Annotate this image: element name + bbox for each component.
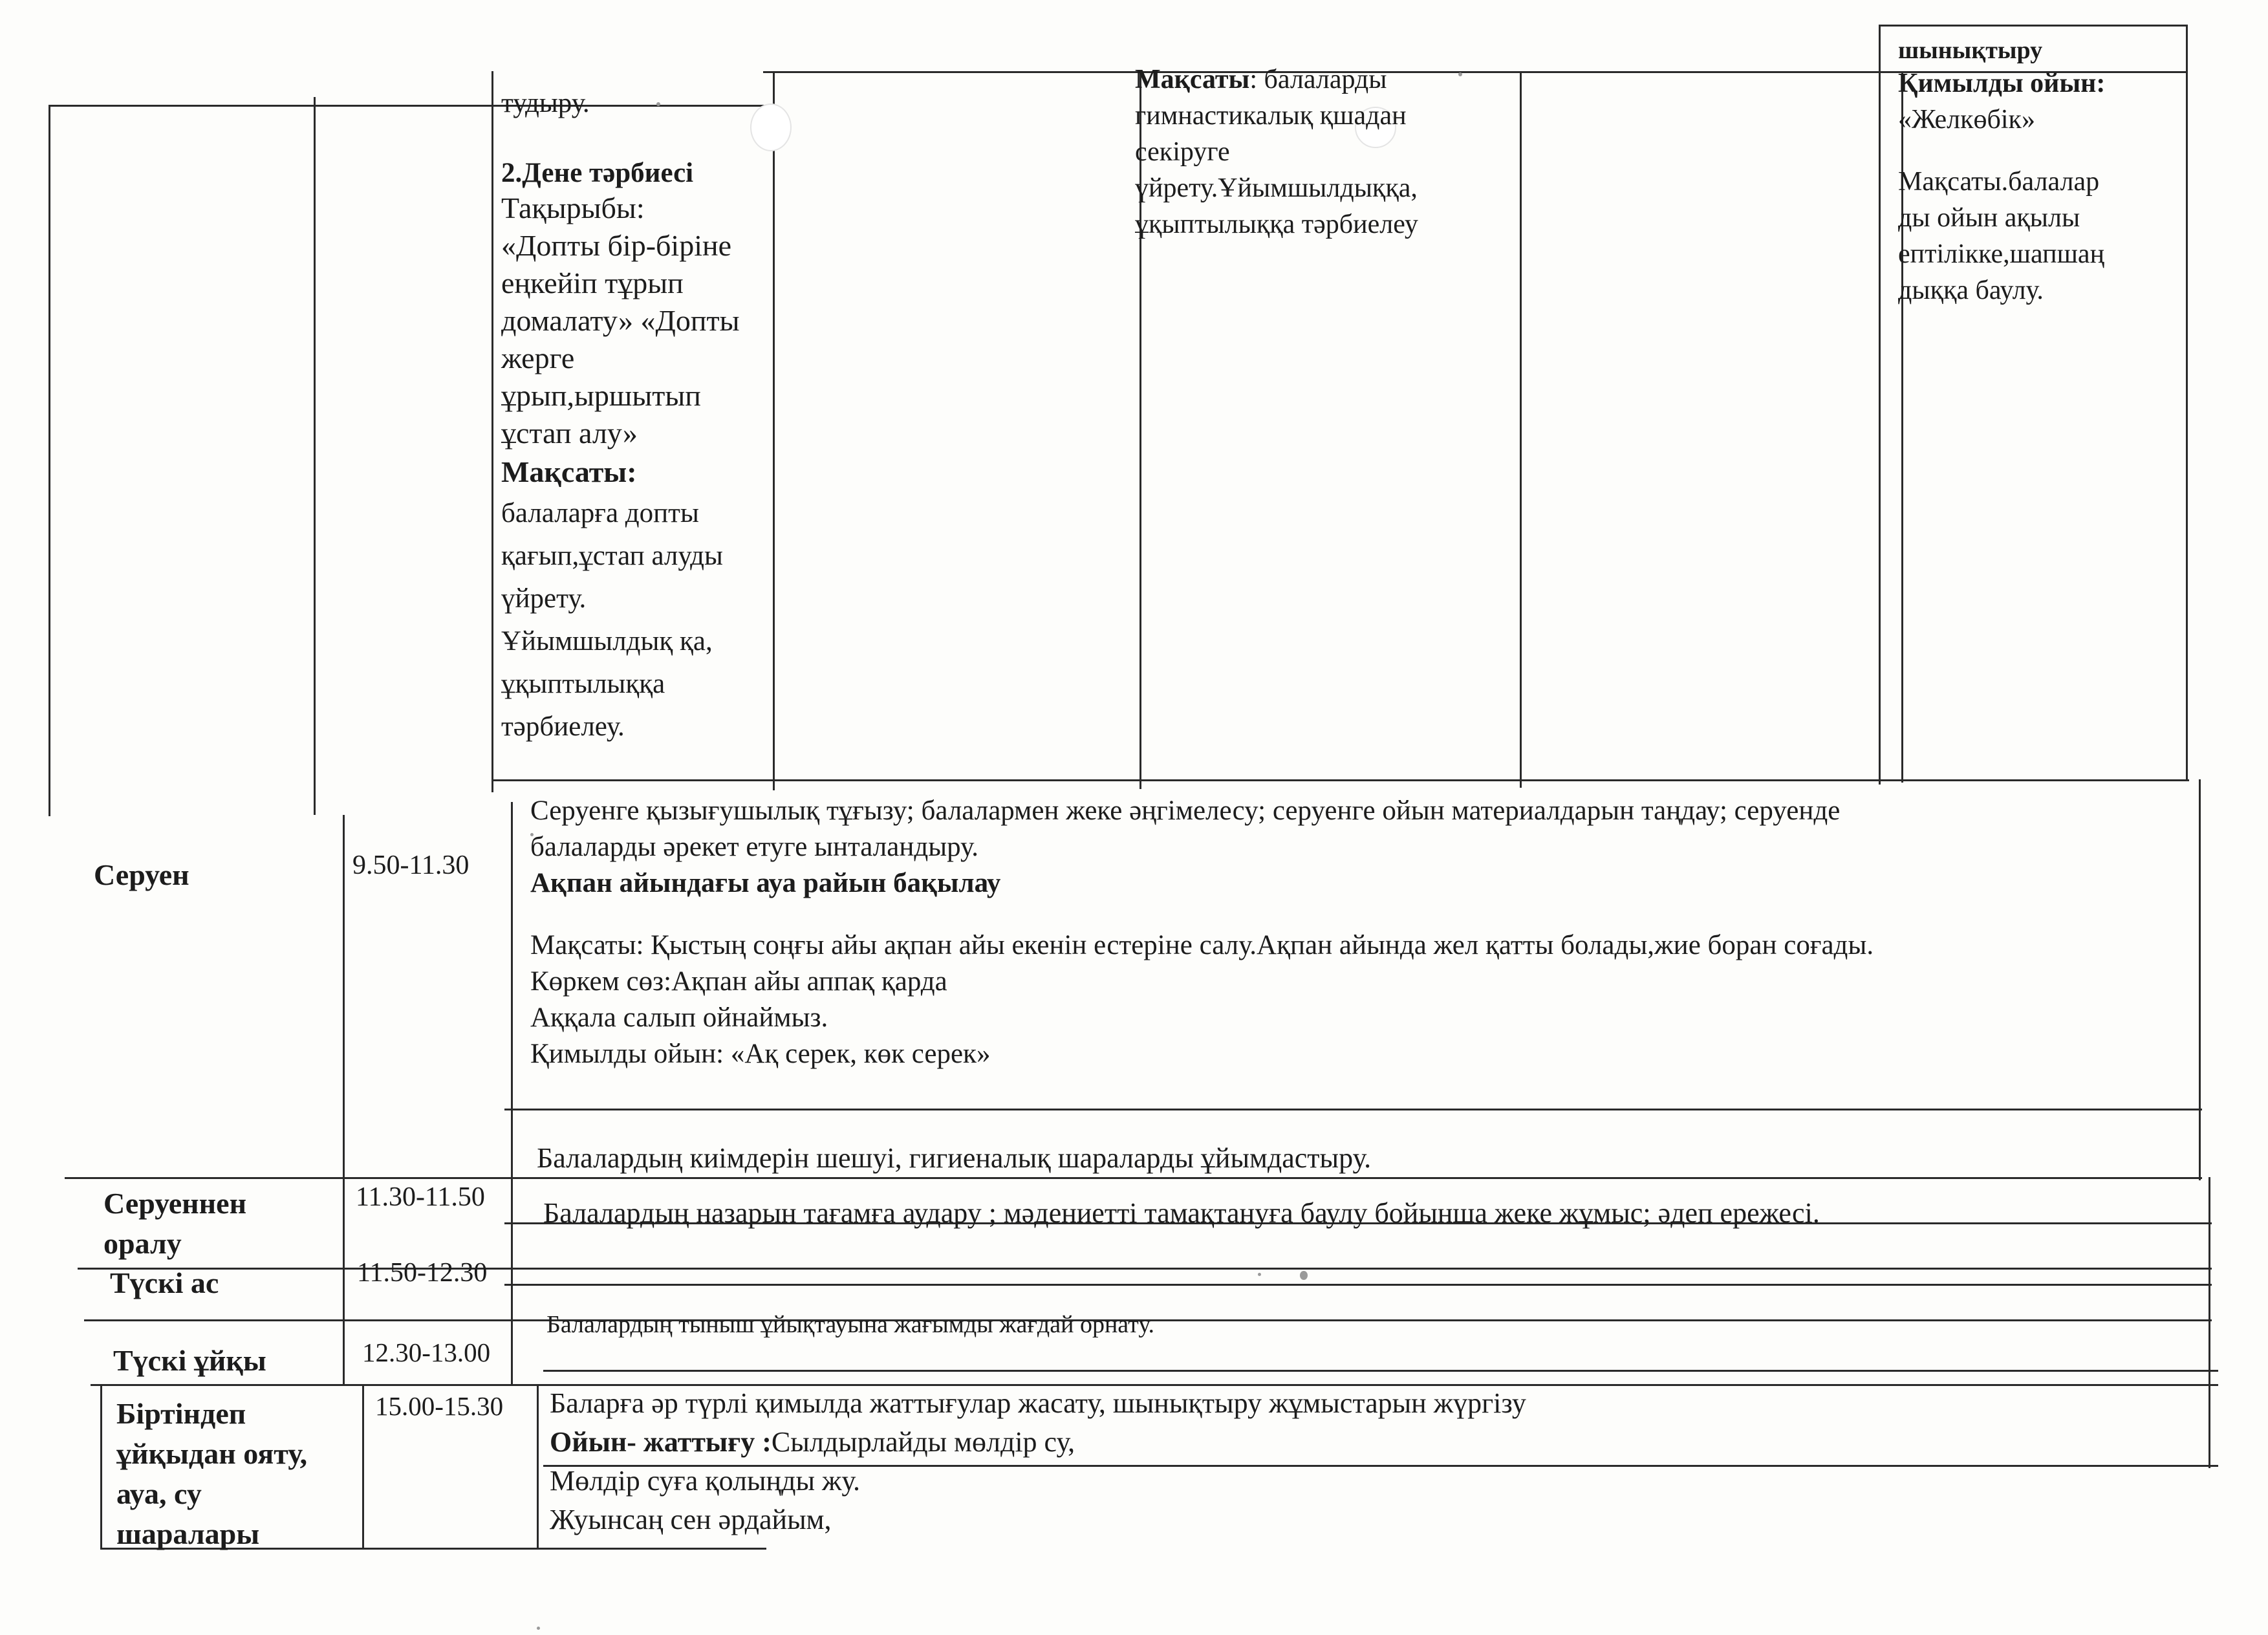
text-line: Көркем сөз:Ақпан айы аппақ қарда xyxy=(530,966,947,997)
text-line: Балалардың тыныш ұйықтауына жағымды жағдай орнату. xyxy=(546,1311,1154,1338)
row-content xyxy=(530,793,1874,1072)
text-line: Ұйымшылдық қа, xyxy=(501,626,713,656)
scan-speck xyxy=(1300,1271,1308,1280)
row-rule xyxy=(504,1109,2202,1110)
text-line: тәрбиелеу. xyxy=(501,711,625,742)
exercise-label: Ойын- жаттығу : xyxy=(550,1426,772,1458)
punch-hole xyxy=(750,103,792,151)
text-line: үйрету.Ұйымшылдыққа, xyxy=(1135,173,1418,203)
exercise-text: Сылдырлайды мөлдір су, xyxy=(771,1426,1075,1458)
label-line: ұйқыдан ояту, xyxy=(116,1437,308,1470)
row-rule xyxy=(491,779,2189,781)
row-rule xyxy=(543,1370,2218,1372)
text-line: Аққала салып ойнаймыз. xyxy=(530,1002,828,1033)
text-line: ұрып,ыршытып xyxy=(501,379,701,412)
section-heading: Ақпан айындағы ауа райын бақылау xyxy=(530,868,1001,898)
lesson-plan-cell xyxy=(501,87,739,748)
col-divider xyxy=(362,1384,364,1549)
row-content xyxy=(543,1195,1820,1231)
text-line: тудыру. xyxy=(501,88,590,118)
text-line: жерге xyxy=(501,341,575,374)
row-label xyxy=(103,1184,246,1264)
col-divider xyxy=(491,71,493,792)
text-line: дыққа баулу. xyxy=(1898,276,2044,305)
text-line: «Желкөбік» xyxy=(1898,105,2035,135)
text-line: ептілікке,шапшаң xyxy=(1898,239,2105,269)
text-line: қағып,ұстап алуды xyxy=(501,541,723,571)
text-line: еңкейіп тұрып xyxy=(501,266,684,299)
row-time: 11.30-11.50 xyxy=(356,1182,485,1212)
table-border-right xyxy=(2186,25,2188,781)
section-heading: 2.Дене тәрбиесі xyxy=(501,158,694,188)
text-line: Серуенге қызығушылық тұғызу; балалармен жеке әңгімелесу; серуенге ойын материалдарын таңдау; серуенде xyxy=(530,796,1841,826)
text-line: «Допты бір-біріне xyxy=(501,229,732,262)
text-line: секіруге xyxy=(1135,137,1230,167)
col-divider xyxy=(1879,25,1881,785)
text-line: Мақсаты: Қыстың соңғы айы ақпан айы екенін естеріне салу.Ақпан айында жел қатты болады,жие боран соғады. xyxy=(530,930,1874,960)
row-time: 12.30-13.00 xyxy=(362,1337,491,1367)
text-line: шынықтыру xyxy=(1898,37,2043,64)
label-line: Серуеннен xyxy=(103,1187,247,1220)
row-label: Серуен xyxy=(94,858,189,891)
col-divider xyxy=(343,815,345,1384)
text-line: ды ойын ақылы xyxy=(1898,203,2080,233)
row-label xyxy=(116,1394,307,1554)
text-line xyxy=(501,120,739,142)
row-label: Түскі ас xyxy=(110,1266,219,1299)
col-divider xyxy=(511,802,513,1384)
label-line: шаралары xyxy=(116,1517,260,1550)
row-time: 15.00-15.30 xyxy=(375,1391,504,1421)
section-heading: Қимылды ойын: xyxy=(1898,69,2106,98)
text-line: домалату» «Допты xyxy=(501,304,740,337)
col-divider xyxy=(537,1384,539,1549)
text-line xyxy=(530,902,1874,927)
row-content xyxy=(537,1140,1371,1176)
text-line: ұқыптылыққа тәрбиелеу xyxy=(1135,210,1418,239)
goal-label: Мақсаты xyxy=(1135,65,1250,94)
col-divider xyxy=(49,105,50,816)
text-line: Жуынсаң сен әрдайым, xyxy=(550,1504,832,1535)
scan-speck xyxy=(1458,72,1462,76)
table-border-right xyxy=(2199,779,2201,1180)
game-cell xyxy=(1898,36,2105,309)
scan-speck xyxy=(537,1627,540,1630)
row-time: 9.50-11.30 xyxy=(352,850,470,880)
text-line: Балалардың назарын тағамға аудару ; мәдениетті тамақтануға баулу бойынша жеке жұмыс; әдеп ережесі. xyxy=(543,1197,1820,1229)
row-rule xyxy=(504,1284,2212,1286)
label-line: ауа, су xyxy=(116,1477,202,1510)
col-divider xyxy=(314,97,316,815)
col-divider xyxy=(773,71,775,790)
label-line: оралу xyxy=(103,1227,182,1260)
text-line xyxy=(550,1423,1526,1462)
row-content xyxy=(546,1306,1154,1343)
goal-cell xyxy=(1135,61,1418,243)
text-line: Мақсаты.балалар xyxy=(1898,167,2100,197)
text-line: үйрету. xyxy=(501,583,587,614)
scan-speck xyxy=(1258,1273,1261,1276)
text-line: Тақырыбы: xyxy=(501,191,645,224)
row-time: 11.50-12.30 xyxy=(357,1258,488,1288)
table-border-top xyxy=(1879,25,2188,27)
col-divider xyxy=(100,1384,102,1549)
goal-text: : балаларды xyxy=(1249,65,1387,94)
text-line: Қимылды ойын: «Ақ серек, көк серек» xyxy=(530,1039,991,1069)
text-line: Мөлдір суға қолыңды жу. xyxy=(550,1465,861,1497)
label-line: Біртіндеп xyxy=(116,1397,246,1430)
col-divider xyxy=(1520,71,1522,788)
table-border-right xyxy=(2209,1177,2210,1468)
text-line: Баларға әр түрлі қимылда жаттығулар жасату, шынықтыру жұмыстарын жүргізу xyxy=(550,1387,1526,1419)
text-line: Балалардың киімдерін шешуі, гигиеналық шараларды ұйымдастыру. xyxy=(537,1142,1372,1174)
section-heading: Мақсаты: xyxy=(501,455,637,488)
text-line xyxy=(1898,138,2105,164)
row-content xyxy=(550,1384,1526,1539)
text-line: гимнастикалық қшадан xyxy=(1135,101,1407,131)
text-line xyxy=(1135,61,1418,98)
text-line: ұқыптылыққа xyxy=(501,669,665,699)
text-line: балаларды әрекет етуге ынталандыру. xyxy=(530,832,978,862)
row-label: Түскі ұйқы xyxy=(113,1344,266,1377)
text-line: ұстап алу» xyxy=(501,417,638,449)
text-line: балаларға допты xyxy=(501,498,699,528)
